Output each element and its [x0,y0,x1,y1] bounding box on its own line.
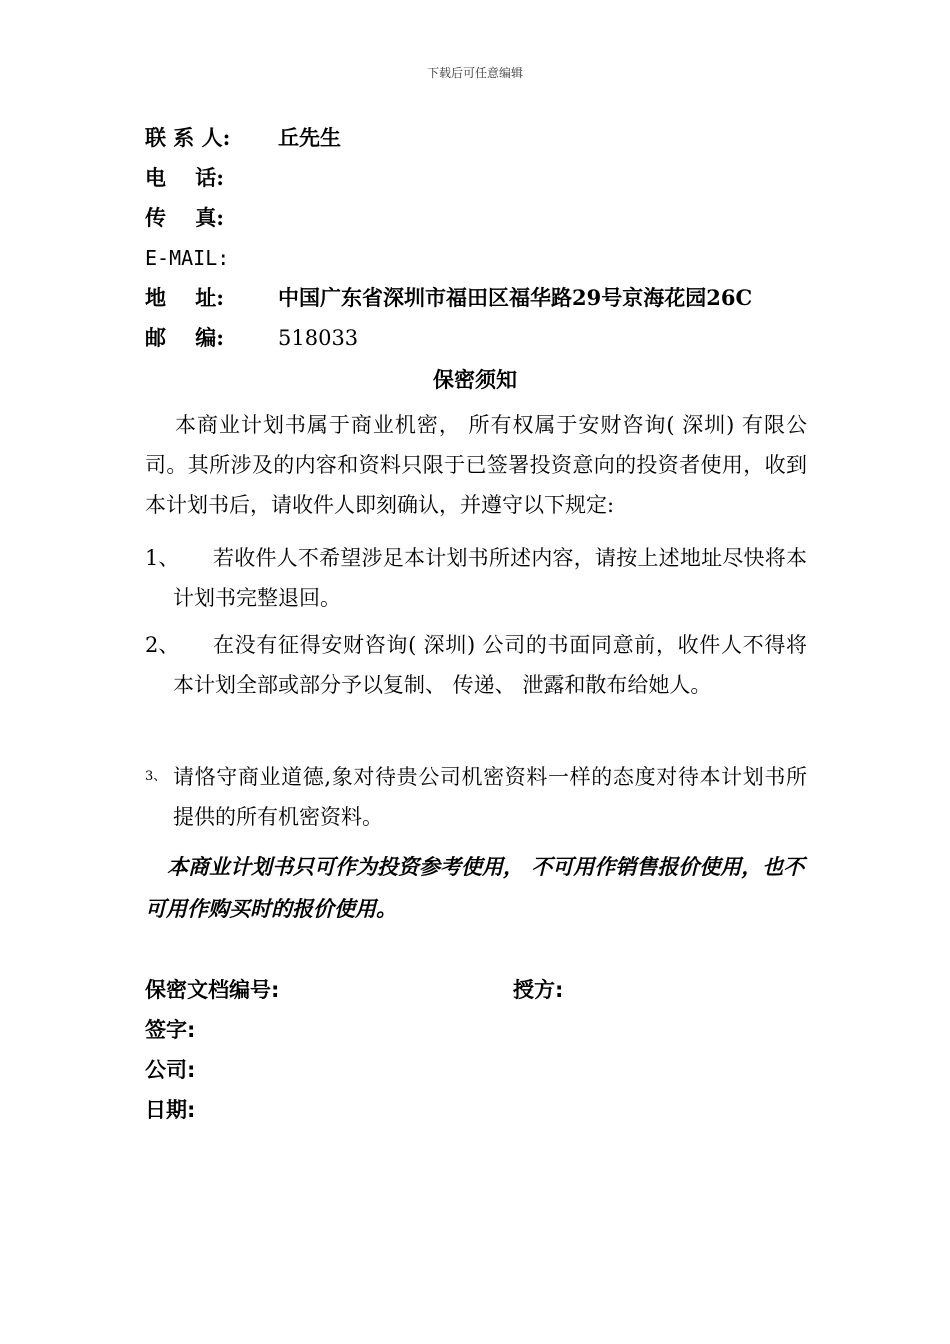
rule-item-2 [145,625,807,705]
rule-text: 请恪守商业道德,象对待贵公司机密资料一样的态度对待本计划书所提供的所有机密资料。 [173,765,807,829]
doc-number-row [145,970,825,1010]
rule-text: 若收件人不希望涉足本计划书所述内容，请按上述地址尽快将本计划书完整退回。 [173,546,807,610]
postcode-value: 518033 [278,326,359,350]
date-row [145,1090,825,1130]
doc-number-label: 保密文档编号: [145,978,280,1002]
contact-person-row [145,118,825,158]
fax-row [145,198,825,238]
phone-label: 电 话: [145,165,224,190]
company-row [145,1050,825,1090]
rule-item-1 [145,538,807,618]
email-row [145,238,825,278]
address-value: 中国广东省深圳市福田区福华路29号京海花园26C [278,285,753,310]
usage-warning: 本商业计划书只可作为投资参考使用， 不可用作销售报价使用，也不可用作购买时的报价使用。 [145,854,805,921]
signature-block [145,970,825,1130]
company-label: 公司: [145,1058,196,1082]
sign-row [145,1010,825,1050]
sign-label: 签字: [145,1018,196,1042]
rule-number: 3、 [145,769,167,784]
confidentiality-title: 保密须知 [433,367,517,392]
address-row [145,278,825,318]
postcode-row [145,318,825,358]
date-label: 日期: [145,1098,196,1122]
rule-number: 1、 [145,546,180,570]
contact-block [145,118,825,358]
grantor-label: 授方: [513,978,564,1002]
rule-text: 在没有征得安财咨询( 深圳) 公司的书面同意前，收件人不得将本计划全部或部分予以复制、 传递、 泄露和散布给她人。 [173,633,807,697]
fax-label: 传 真: [145,205,224,230]
postcode-label: 邮 编: [145,325,224,350]
confidentiality-intro: 本商业计划书属于商业机密， 所有权属于安财咨询( 深圳) 有限公司。其所涉及的内容和资料只限于已签署投资意向的投资者使用，收到本计划书后，请收件人即刻确认，并遵守以下规定: [145,413,807,517]
header-note: 下载后可任意编辑 [426,66,523,80]
contact-person-label: 联 系 人: [145,125,231,150]
contact-person-value: 丘先生 [278,125,341,150]
phone-row [145,158,825,198]
rule-number: 2、 [145,633,180,657]
email-label: E-MAIL: [145,246,230,270]
rule-item-3 [145,757,807,837]
address-label: 地 址: [145,285,224,310]
